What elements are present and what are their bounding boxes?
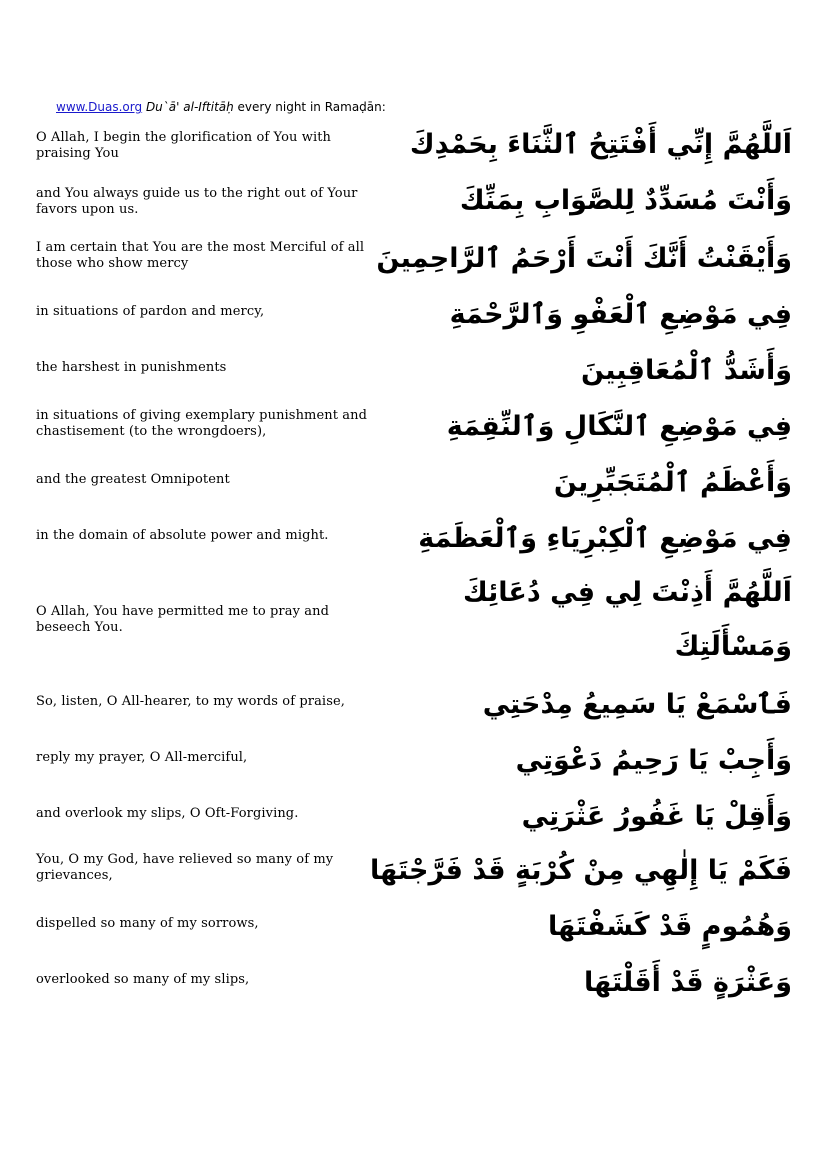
- verse-arabic: وَأَعْظَمُ ٱلْمُتَجَبِّرِينَ: [553, 467, 792, 498]
- verse-translation: O Allah, I begin the glorification of You with praising You: [36, 130, 331, 161]
- verse-arabic: فَكَمْ يَا إِلٰهِي مِنْ كُرْبَةٍ قَدْ فَرَّجْتَهَا: [370, 855, 792, 886]
- page-header: [56, 100, 386, 114]
- verse-translation: O Allah, You have permitted me to pray and beseech You.: [36, 604, 330, 635]
- verse-translation: in situations of pardon and mercy,: [36, 304, 265, 319]
- verse-translation: in situations of giving exemplary punishment and chastisement (to the wrongdoers),: [36, 408, 368, 439]
- verse-translation: the harshest in punishments: [36, 360, 227, 375]
- verse-arabic: وَأَجِبْ يَا رَحِيمُ دَعْوَتِي: [515, 745, 792, 776]
- verse-arabic-continued: وَمَسْأَلَتِكَ: [674, 631, 792, 662]
- verse-arabic: وَأَيْقَنْتُ أَنَّكَ أَنْتَ أَرْحَمُ ٱلرَّاحِمِينَ: [376, 243, 792, 274]
- verse-arabic: فِي مَوْضِعِ ٱلْعَفْوِ وَٱلرَّحْمَةِ: [449, 299, 792, 330]
- verse-arabic: اَللَّهُمَّ إِنِّي أَفْتَتِحُ ٱلثَّنَاءَ بِحَمْدِكَ: [409, 129, 792, 160]
- verse-arabic: وَهُمُومٍ قَدْ كَشَفْتَهَا: [548, 911, 792, 942]
- verse-translation: I am certain that You are the most Merciful of all those who show mercy: [36, 240, 365, 271]
- verse-translation: and You always guide us to the right out of Your favors upon us.: [36, 186, 358, 217]
- verse-translation: reply my prayer, O All-merciful,: [36, 750, 248, 765]
- verse-arabic: فِي مَوْضِعِ ٱلنَّكَالِ وَٱلنِّقِمَةِ: [446, 411, 792, 442]
- verse-translation: So, listen, O All-hearer, to my words of praise,: [36, 694, 345, 709]
- verse-translation: dispelled so many of my sorrows,: [36, 916, 259, 931]
- verse-translation: and the greatest Omnipotent: [36, 472, 230, 487]
- verse-arabic: وَأَنْتَ مُسَدِّدٌ لِلصَّوَابِ بِمَنِّكَ: [459, 185, 792, 216]
- verse-translation: and overlook my slips, O Oft-Forgiving.: [36, 806, 299, 821]
- verse-translation: You, O my God, have relieved so many of my grievances,: [36, 852, 334, 883]
- verse-arabic: اَللَّهُمَّ أَذِنْتَ لِي فِي دُعَائِكَ: [462, 577, 792, 608]
- header-subtitle: every night in Ramaḍān:: [233, 100, 386, 114]
- source-link[interactable]: www.Duas.org: [56, 100, 143, 114]
- verse-arabic: وَأَقِلْ يَا غَفُورُ عَثْرَتِي: [521, 801, 792, 832]
- verse-translation: overlooked so many of my slips,: [36, 972, 250, 987]
- dua-title: Du`ā' al-Iftitāḥ: [145, 100, 234, 114]
- verse-arabic: فِي مَوْضِعِ ٱلْكِبْرِيَاءِ وَٱلْعَظَمَةِ: [418, 523, 792, 554]
- verse-arabic: فَٱسْمَعْ يَا سَمِيعُ مِدْحَتِي: [482, 689, 792, 720]
- verse-arabic: وَعَثْرَةٍ قَدْ أَقَلْتَهَا: [584, 967, 792, 998]
- verse-arabic: وَأَشَدُّ ٱلْمُعَاقِبِينَ: [580, 355, 792, 386]
- verse-translation: in the domain of absolute power and might.: [36, 528, 329, 543]
